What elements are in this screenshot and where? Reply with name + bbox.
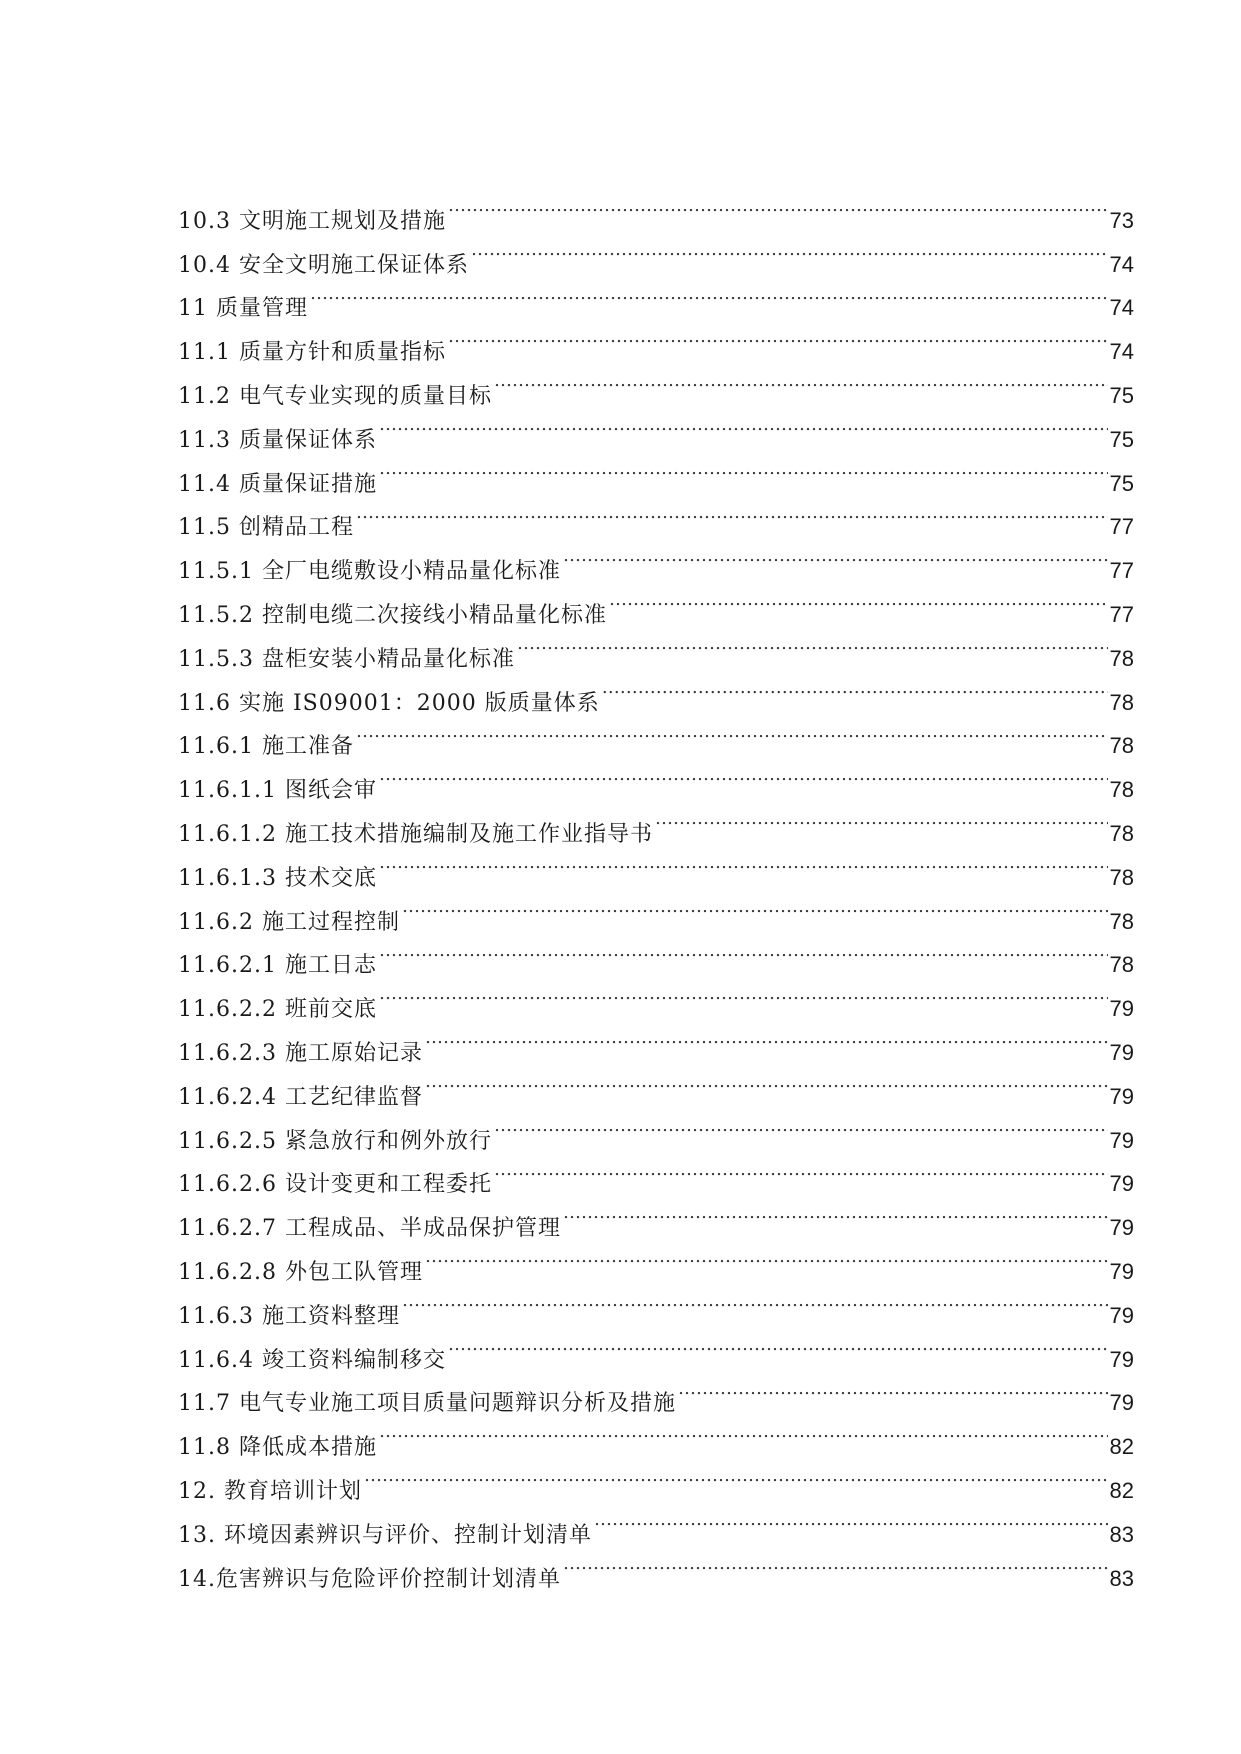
dot-leader: [310, 272, 1108, 316]
toc-entry-title: 11.6 实施 IS09001：2000 版质量体系: [178, 690, 600, 716]
toc-entry-page: 82: [1109, 1477, 1134, 1503]
dot-leader: [494, 1148, 1108, 1192]
dot-leader: [379, 447, 1108, 491]
toc-entry-title: 11.6.2.8 外包工队管理: [178, 1259, 423, 1285]
dot-leader: [563, 1542, 1108, 1586]
toc-entry-title: 11.4 质量保证措施: [178, 471, 377, 497]
toc-entry-page: 78: [1109, 820, 1134, 846]
dot-leader: [563, 534, 1108, 578]
toc-entry-page: 73: [1109, 207, 1134, 233]
dot-leader: [425, 1060, 1108, 1104]
toc-entry-page: 79: [1109, 1215, 1134, 1241]
dot-leader: [379, 1410, 1108, 1454]
toc-entry-title: 14.危害辨识与危险评价控制计划清单: [178, 1566, 561, 1592]
dot-leader: [402, 885, 1108, 929]
dot-leader: [356, 710, 1108, 754]
dot-leader: [425, 1016, 1108, 1060]
dot-leader: [494, 359, 1108, 403]
dot-leader: [609, 578, 1108, 622]
toc-entry-title: 11.5 创精品工程: [178, 515, 354, 541]
toc-entry-title: 11.6.3 施工资料整理: [178, 1303, 400, 1329]
toc-entry-title: 11.6.2.5 紧急放行和例外放行: [178, 1128, 492, 1154]
toc-entry-title: 11.5.2 控制电缆二次接线小精品量化标准: [178, 602, 607, 628]
dot-leader: [517, 622, 1108, 666]
toc-entry-page: 77: [1109, 601, 1134, 627]
toc-entry-title: 11.8 降低成本措施: [178, 1435, 377, 1461]
toc-entry-page: 75: [1109, 426, 1134, 452]
toc-entry-page: 78: [1109, 777, 1134, 803]
toc-entry-title: 11 质量管理: [178, 296, 308, 322]
toc-entry-page: 74: [1109, 295, 1134, 321]
toc-entry-page: 79: [1109, 1127, 1134, 1153]
dot-leader: [379, 841, 1108, 885]
dot-leader: [448, 184, 1108, 228]
dot-leader: [379, 972, 1108, 1016]
dot-leader: [678, 1367, 1108, 1411]
toc-entry-page: 78: [1109, 689, 1134, 715]
dot-leader: [448, 315, 1108, 359]
toc-entry-page: 79: [1109, 1390, 1134, 1416]
toc-entry-page: 82: [1109, 1434, 1134, 1460]
dot-leader: [379, 929, 1108, 973]
toc-entry-title: 11.5.3 盘柜安装小精品量化标准: [178, 646, 515, 672]
dot-leader: [448, 1323, 1108, 1367]
toc-entry-title: 11.6.2.3 施工原始记录: [178, 1040, 423, 1066]
toc-entry-title: 11.6.4 竣工资料编制移交: [178, 1347, 446, 1373]
toc-entry-page: 78: [1109, 864, 1134, 890]
toc-entry-title: 11.6.1 施工准备: [178, 734, 354, 760]
toc-entry-page: 79: [1109, 1302, 1134, 1328]
dot-leader: [655, 797, 1108, 841]
toc-entry-title: 11.6.2 施工过程控制: [178, 909, 400, 935]
toc-entry-title: 11.5.1 全厂电缆敷设小精品量化标准: [178, 559, 561, 585]
toc-entry-page: 75: [1109, 382, 1134, 408]
dot-leader: [594, 1498, 1108, 1542]
toc-entry-page: 78: [1109, 952, 1134, 978]
toc-entry-page: 77: [1109, 514, 1134, 540]
toc-entry-title: 11.7 电气专业施工项目质量问题辩识分析及措施: [178, 1391, 676, 1417]
toc-entry-title: 11.2 电气专业实现的质量目标: [178, 383, 492, 409]
toc-entry-page: 74: [1109, 251, 1134, 277]
toc-entry-title: 11.6.2.4 工艺纪律监督: [178, 1084, 423, 1110]
toc-entry: [178, 272, 1134, 322]
dot-leader: [602, 666, 1108, 710]
toc-entry-page: 77: [1109, 558, 1134, 584]
toc-entry-page: 79: [1109, 996, 1134, 1022]
toc-entry-page: 79: [1109, 1171, 1134, 1197]
toc-entry-title: 10.3 文明施工规划及措施: [178, 208, 446, 234]
toc-entry-title: 11.1 质量方针和质量指标: [178, 340, 446, 366]
toc-entry-page: 79: [1109, 1346, 1134, 1372]
toc-entry: [178, 315, 1134, 366]
toc-entry-title: 11.6.1.3 技术交底: [178, 865, 377, 891]
toc-entry-page: 83: [1109, 1521, 1134, 1547]
toc-entry-page: 79: [1109, 1083, 1134, 1109]
dot-leader: [402, 1279, 1108, 1323]
toc-entry-title: 11.6.1.2 施工技术措施编制及施工作业指导书: [178, 821, 653, 847]
dot-leader: [471, 228, 1108, 272]
dot-leader: [379, 403, 1108, 447]
toc-entry-title: 11.6.2.6 设计变更和工程委托: [178, 1172, 492, 1198]
toc-entry-title: 11.6.2.1 施工日志: [178, 953, 377, 979]
dot-leader: [494, 1104, 1108, 1148]
toc-entry-page: 78: [1109, 645, 1134, 671]
toc-entry-title: 11.6.2.2 班前交底: [178, 997, 377, 1023]
dot-leader: [364, 1454, 1108, 1498]
toc-entry-page: 83: [1109, 1565, 1134, 1591]
toc-entry-title: 11.6.1.1 图纸会审: [178, 778, 377, 804]
toc-entry-page: 78: [1109, 733, 1134, 759]
toc-entry-title: 11.3 质量保证体系: [178, 427, 377, 453]
dot-leader: [356, 491, 1108, 535]
dot-leader: [563, 1191, 1108, 1235]
toc-entry-title: 11.6.2.7 工程成品、半成品保护管理: [178, 1216, 561, 1242]
toc-entry-title: 13. 环境因素辨识与评价、控制计划清单: [178, 1522, 592, 1548]
toc-entry-title: 10.4 安全文明施工保证体系: [178, 252, 469, 278]
toc-entry: [178, 184, 1134, 234]
dot-leader: [425, 1235, 1108, 1279]
toc-entry-page: 74: [1109, 339, 1134, 365]
toc-entry-title: 12. 教育培训计划: [178, 1478, 362, 1504]
toc-entry-page: 78: [1109, 908, 1134, 934]
toc-entry-page: 79: [1109, 1039, 1134, 1065]
toc-entry-page: 75: [1109, 470, 1134, 496]
dot-leader: [379, 753, 1108, 797]
toc-entry-page: 79: [1109, 1258, 1134, 1284]
table-of-contents: [178, 184, 1134, 1592]
